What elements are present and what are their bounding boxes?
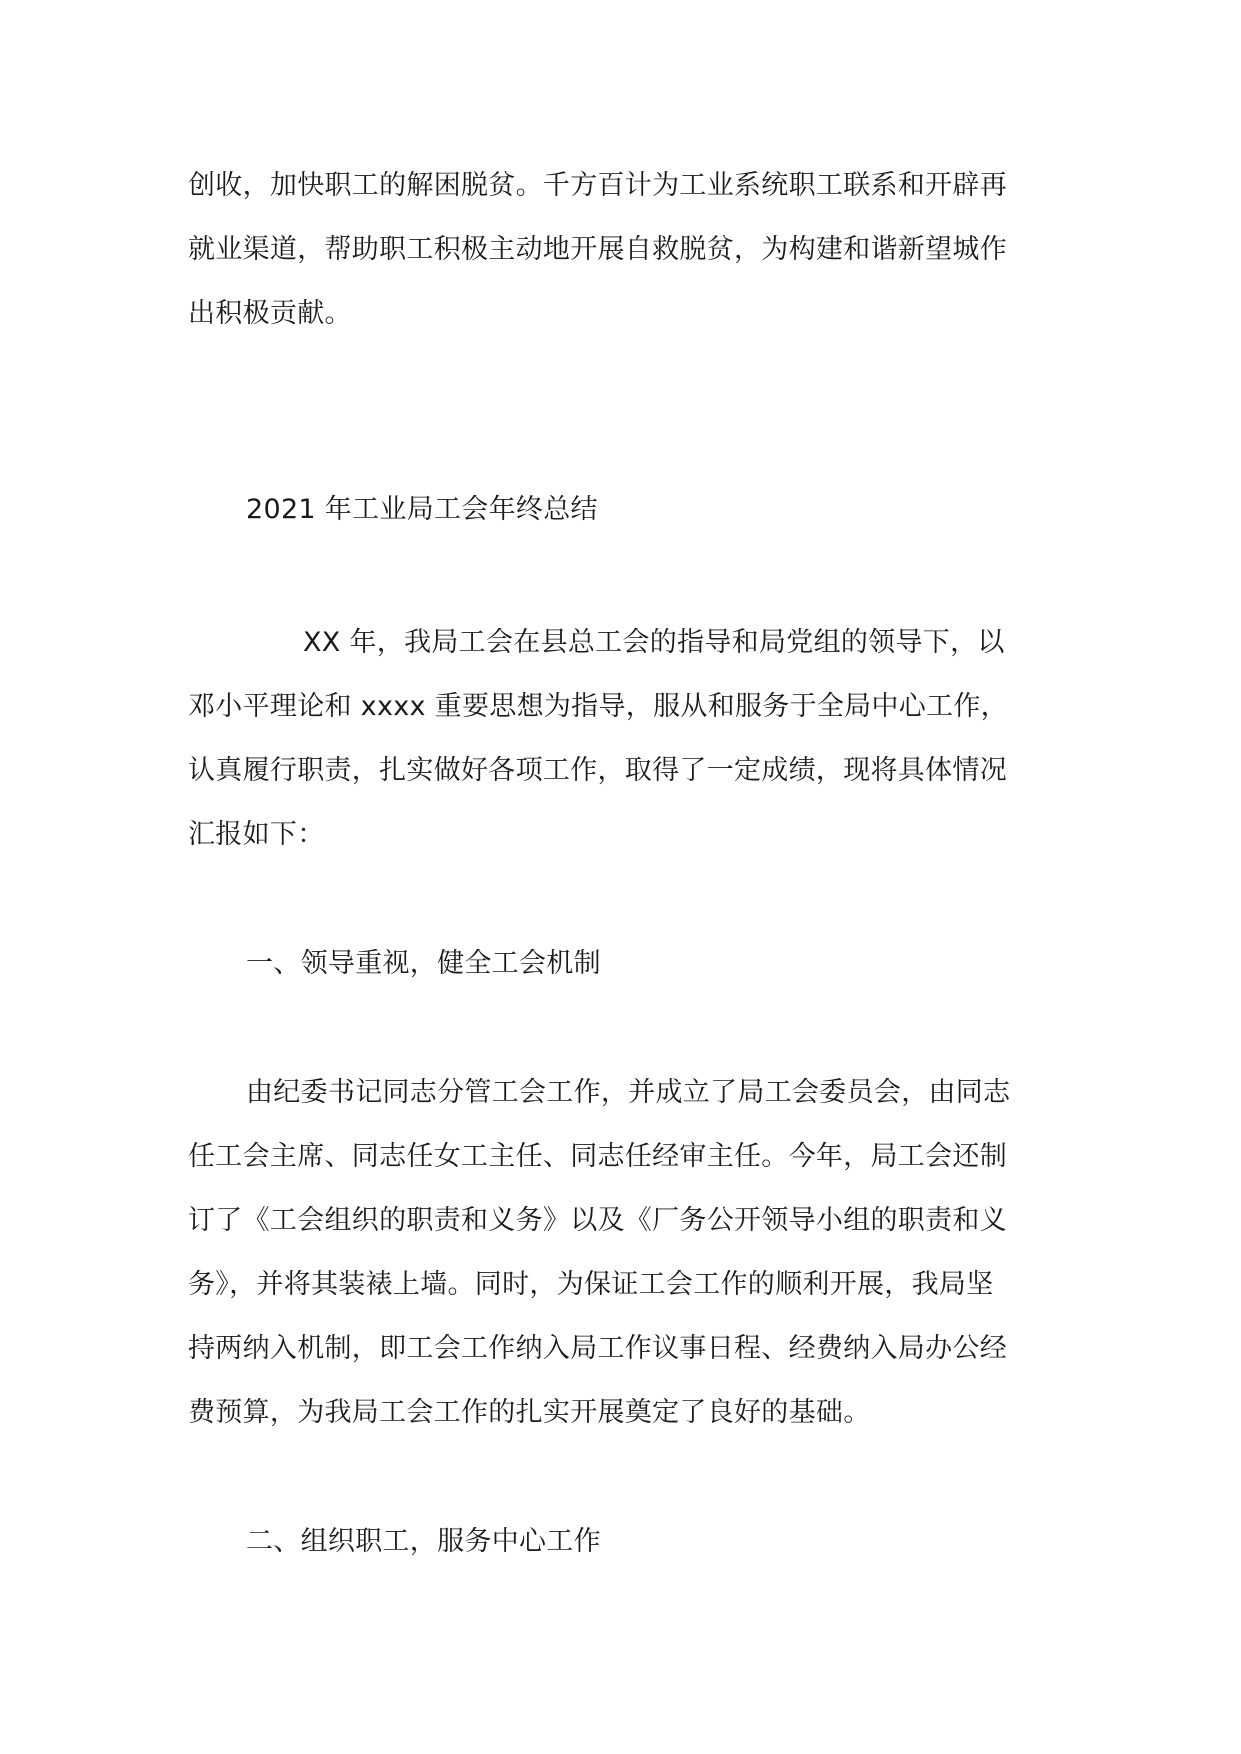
body-text-line: 订了《工会组织的职责和义务》以及《厂务公开领导小组的职责和义: [188, 1205, 1007, 1236]
body-text-line: 任工会主席、同志任女工主任、同志任经审主任。今年，局工会还制: [188, 1141, 1007, 1172]
body-text-line: 汇报如下：: [188, 819, 325, 850]
section-heading: 一、领导重视，健全工会机制: [246, 948, 601, 979]
body-text-line: 持两纳入机制，即工会工作纳入局工作议事日程、经费纳入局办公经: [188, 1333, 1007, 1364]
body-text-line: 认真履行职责，扎实做好各项工作，取得了一定成绩，现将具体情况: [188, 755, 1007, 786]
body-text-line: 由纪委书记同志分管工会工作，并成立了局工会委员会，由同志: [246, 1077, 1011, 1108]
body-text-line: 务》，并将其装裱上墙。同时，为保证工会工作的顺利开展，我局坚: [188, 1269, 994, 1300]
body-text-line: 费预算，为我局工会工作的扎实开展奠定了良好的基础。: [188, 1397, 871, 1428]
body-text-line: XX 年，我局工会在县总工会的指导和局党组的领导下，以: [303, 627, 1005, 658]
body-text-line: 创收，加快职工的解困脱贫。千方百计为工业系统职工联系和开辟再: [188, 170, 1007, 201]
section-heading: 二、组织职工，服务中心工作: [246, 1526, 601, 1557]
body-text-line: 出积极贡献。: [188, 298, 352, 329]
body-text-line: 邓小平理论和 xxxx 重要思想为指导，服从和服务于全局中心工作，: [188, 691, 1008, 722]
document-title: 2021 年工业局工会年终总结: [246, 494, 598, 525]
body-text-line: 就业渠道，帮助职工积极主动地开展自救脱贫，为构建和谐新望城作: [188, 234, 1007, 265]
